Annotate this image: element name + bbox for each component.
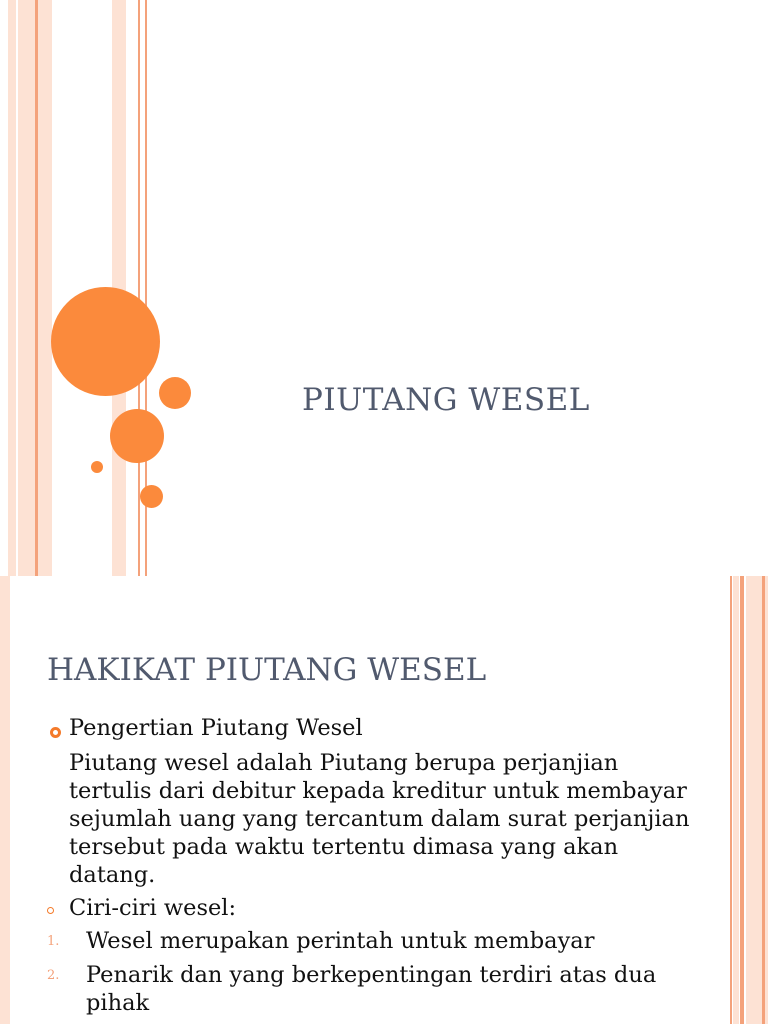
paragraph-line: tertulis dari debitur kepada kreditur untuk membayar [69, 778, 687, 804]
slide-title: PIUTANG WESEL [302, 382, 590, 418]
list-number: 1. [47, 934, 60, 949]
list-item: pihak [86, 990, 150, 1016]
stripe [762, 576, 765, 1024]
bullet-circle-icon [50, 727, 61, 738]
decor-circle-small [159, 377, 191, 409]
decor-circle-tiny [91, 461, 103, 473]
bullet-text: Pengertian Piutang Wesel [69, 715, 363, 741]
list-item: Penarik dan yang berkepentingan terdiri atas dua [86, 962, 657, 988]
bullet-circle-icon [47, 907, 54, 914]
paragraph-line: tersebut pada waktu tertentu dimasa yang akan [69, 834, 619, 860]
stripe [0, 576, 10, 1024]
decor-circle-medium [110, 409, 164, 463]
stripe [138, 0, 140, 576]
list-item: Wesel merupakan perintah untuk membayar [86, 928, 595, 954]
paragraph-line: sejumlah uang yang tercantum dalam surat perjanjian [69, 806, 690, 832]
bullet-text: Ciri-ciri wesel: [69, 895, 237, 921]
paragraph-line: Piutang wesel adalah Piutang berupa perjanjian [69, 750, 619, 776]
stripe [730, 576, 732, 1024]
stripe [8, 0, 16, 576]
stripe [733, 576, 739, 1024]
slide-title: HAKIKAT PIUTANG WESEL [47, 652, 487, 688]
stripe [740, 576, 744, 1024]
content-slide [0, 576, 768, 1024]
list-number: 2. [47, 968, 60, 983]
stripe [35, 0, 38, 576]
decor-circle-large [51, 287, 160, 396]
decor-circle-small [140, 485, 163, 508]
paragraph-line: datang. [69, 862, 156, 888]
